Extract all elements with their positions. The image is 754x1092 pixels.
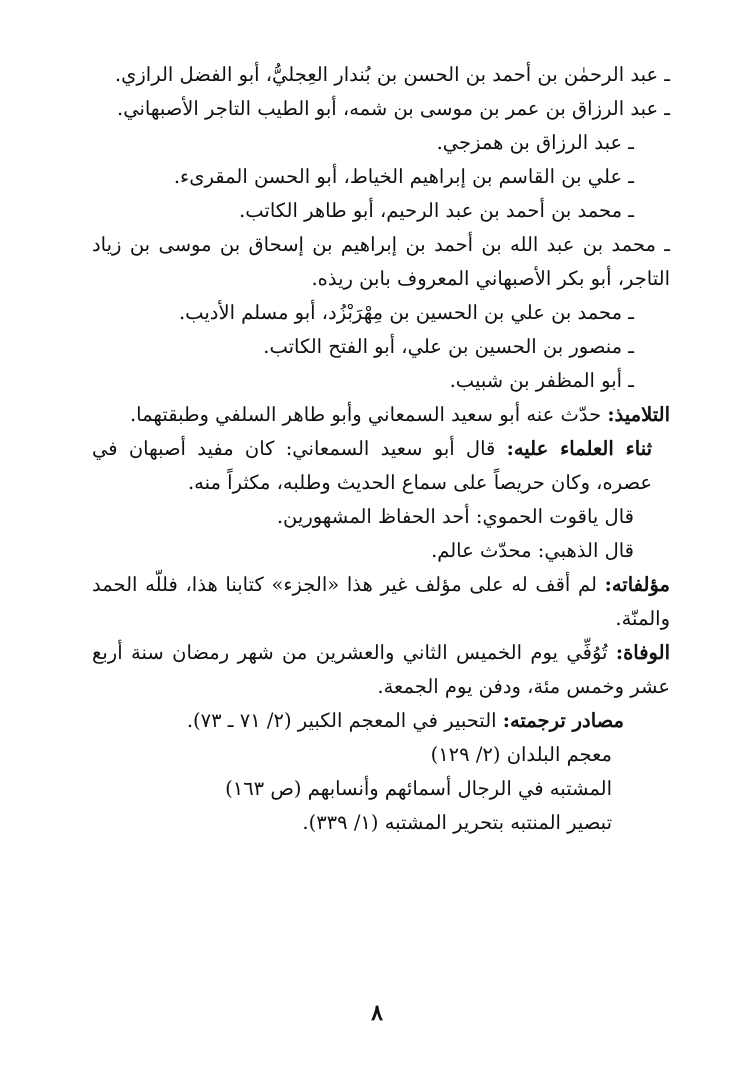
shaykh-entry: ـ عبد الرزاق بن همزجي. (436, 131, 634, 154)
source-entry: معجم البلدان (٢/ ١٢٩) (430, 743, 612, 766)
source-entry: المشتبه في الرجال أسمائهم وأنسابهم (ص ١٦٣) (225, 777, 612, 800)
death-text: تُوُفِّي يوم الخميس الثاني والعشرين من شهر رمضان سنة أربع عشر وخمس مئة، ودفن يوم الجمعة. (92, 641, 670, 698)
shaykh-entry: ـ علي بن القاسم بن إبراهيم الخياط، أبو الحسن المقرىء. (173, 165, 634, 188)
shaykh-entry: ـ محمد بن عبد الله بن أحمد بن إبراهيم بن إسحاق بن موسى بن زياد التاجر، أبو بكر الأصبهاني المعروف بابن ريذه. (92, 233, 670, 290)
praise-quote: قال الذهبي: محدّث عالم. (431, 539, 634, 562)
shaykh-entry: ـ محمد بن علي بن الحسين بن مِهْرَبْزُد، أبو مسلم الأديب. (178, 301, 634, 324)
shaykh-entry: ـ محمد بن أحمد بن عبد الرحيم، أبو طاهر الكاتب. (239, 199, 634, 222)
praise-label: ثناء العلماء عليه: (506, 437, 653, 460)
source-entry: تبصير المنتبه بتحرير المشتبه (١/ ٣٣٩). (302, 811, 612, 834)
works-paragraph (92, 568, 670, 636)
shaykh-entry: ـ عبد الرحمٰن بن أحمد بن الحسن بن بُندار العِجليُّ، أبو الفضل الرازي. (114, 63, 670, 86)
sources-label: مصادر ترجمته: (502, 709, 624, 732)
students-text: حدّث عنه أبو سعيد السمعاني وأبو طاهر السلفي وطبقتهما. (129, 403, 608, 426)
praise-paragraph (92, 432, 670, 500)
works-text: لم أقف له على مؤلف غير هذا «الجزء» كتابنا هذا، فللّه الحمد والمنّة. (92, 573, 670, 630)
death-label: الوفاة: (615, 641, 670, 664)
shaykh-entry: ـ أبو المظفر بن شبيب. (449, 369, 634, 392)
shaykh-entry: ـ منصور بن الحسين بن علي، أبو الفتح الكاتب. (263, 335, 634, 358)
works-label: مؤلفاته: (604, 573, 670, 596)
document-body (92, 58, 670, 840)
students-label: التلاميذ: (607, 403, 670, 426)
shaykh-entry: ـ عبد الرزاق بن عمر بن موسى بن شمه، أبو الطيب التاجر الأصبهاني. (117, 97, 670, 120)
praise-text: قال أبو سعيد السمعاني: كان مفيد أصبهان في عصره، وكان حريصاً على سماع الحديث وطلبه، مكثراً منه. (92, 437, 652, 494)
source-entry: التحبير في المعجم الكبير (٢/ ٧١ ـ ٧٣). (186, 709, 503, 732)
students-paragraph (92, 398, 670, 432)
death-paragraph (92, 636, 670, 704)
page-number: ٨ (371, 1000, 383, 1026)
sources-paragraph (92, 704, 670, 738)
praise-quote: قال ياقوت الحموي: أحد الحفاظ المشهورين. (276, 505, 634, 528)
